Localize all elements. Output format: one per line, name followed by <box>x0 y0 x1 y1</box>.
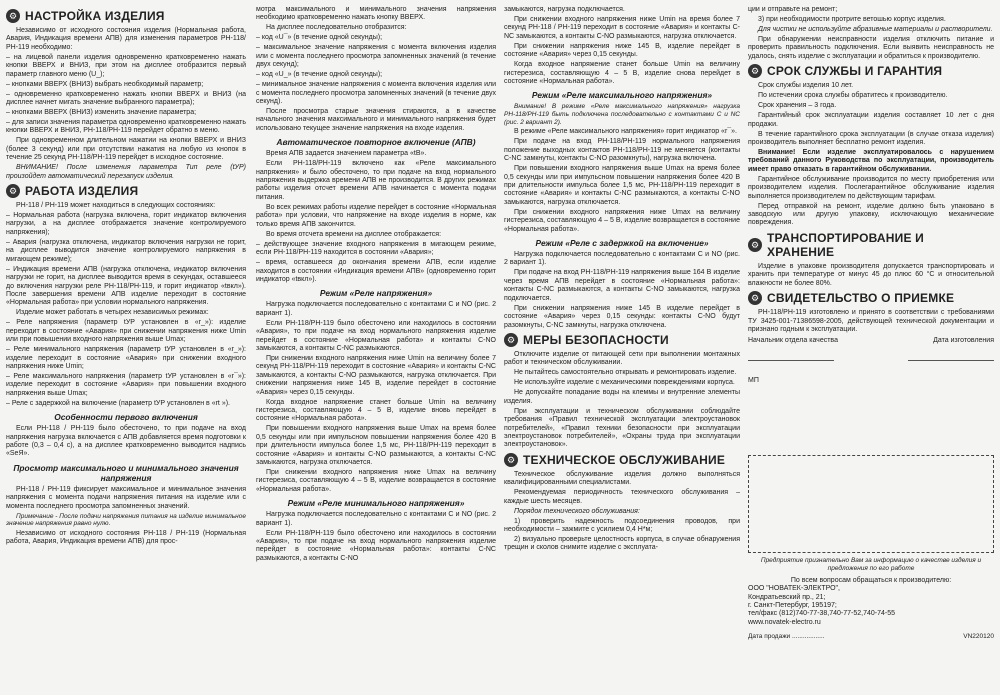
work-para: – Реле с задержкой на включение (параметр tУР установлен в «rt »). <box>6 399 230 407</box>
gear-icon: ⚙ <box>748 291 762 305</box>
life-para: Перед отправкой на ремонт, изделие должно быть упаковано в заводскую или другую упаковку, исключающую механические повреждения. <box>748 202 994 227</box>
setup-para: Независимо от исходного состояния изделия (Нормальная работа, Авария, Индикация времени АПВ) для изменения параметров РН-118/РН-119 необходимо: <box>6 27 246 51</box>
gear-icon: ⚙ <box>504 453 518 467</box>
caption-apv: Автоматическое повторное включение (АПВ) <box>276 137 476 148</box>
gear-icon: ⚙ <box>748 64 762 78</box>
view-cont-para: На дисплее последовательно отобразится: <box>266 24 407 32</box>
work-para: – Авария (нагрузка отключена, индикатор включения нагрузки не горит, на дисплее выводится значение контролируемого напряжения в мигающем режиме); <box>6 238 246 263</box>
section-setup-header <box>6 9 246 23</box>
min-cont-para: Когда входное напряжение станет больше Umin на величину гистерезиса, составляющую 4 – 5 В, изделие снова перейдет в состояние «Нормальная работа». <box>504 61 740 86</box>
caption-first-on: Особенности первого включения <box>54 412 198 423</box>
apv-para: Во время отсчета времени на дисплее отображается: <box>266 230 442 238</box>
max-warning: Внимание! В режиме «Реле максимального напряжения» нагрузка РН-118/РН-119 быть подключена последовательно с контактами С и NC (рис. 2 вариант 2). <box>504 103 740 127</box>
section-safety-title: МЕРЫ БЕЗОПАСНОСТИ <box>523 332 669 347</box>
section-transport-header <box>748 231 994 259</box>
manufacture-date-label: Дата изготовления <box>933 337 994 345</box>
address-line: Кондратьевский пр., 21; <box>748 593 826 601</box>
work-para: – Нормальная работа (нагрузка включена, горит индикатор включения нагрузки, а на дисплее отображается значение контролируемого напряжения); <box>6 212 246 236</box>
view-cont-para: – максимальное значение напряжения с момента включения изделия или с момента последнего просмотра запомненных значений (в течение двух секунд); <box>256 44 496 69</box>
setup-para: При одновременном длительном нажатии на кнопки ВВЕРХ и ВНИЗ (более 3 секунд) или при отсутствии нажатия на любую из кнопок в течение 25 секунд РН-118/РН-119 перейдет в исходное состояние. <box>6 137 246 162</box>
life-warning: Внимание! Если изделие эксплуатировалось с нарушением требований данного Руководства по эксплуатации, производитель имеет право отказать в гарантийном обслуживании. <box>748 149 994 173</box>
setup-para: – для записи значения параметра одновременно кратковременно нажать кнопки ВВЕРХ и ВНИЗ, РН-118/РН-119 перейдет обратно в меню. <box>6 119 246 135</box>
section-cert-title: СВИДЕТЕЛЬСТВО О ПРИЕМКЕ <box>767 291 955 306</box>
section-work-header <box>6 184 246 198</box>
gear-icon: ⚙ <box>6 184 20 198</box>
relay-para: Когда входное напряжение станет больше Umin на величину гистерезиса, составляющую 4 – 5 В, изделие вновь перейдет в состояние «Нормальная работа». <box>256 398 496 423</box>
caption-min: Режим «Реле минимального напряжения» <box>287 498 465 509</box>
setup-para: – одновременно кратковременно нажать кнопки ВВЕРХ и ВНИЗ (на дисплее начнет мигать значение выбранного параметра); <box>6 90 246 107</box>
first-on-para: Если РН-118 / РН-119 было обесточено, то при подаче на вход напряжения нагрузка включается с АПВ добавляется время подготовки к работе (0,3 – 0,4 с), а на дисплее кратковременно выводится надпись «SеЯ». <box>6 425 246 458</box>
work-para: РН-118 / РН-119 может находиться в следующих состояниях: <box>16 202 216 210</box>
work-para: – Реле минимального напряжения (параметр tУР установлен в «r_»): изделие переходит в состояние «Авария» при снижении входного напряжения ниже Umin; <box>6 346 246 370</box>
work-para: – Индикация времени АПВ (нагрузка отключена, индикатор включения нагрузки не горит, на дисплее выводится время в секундах, оставшееся до включения нагрузки реле РН-118/РН-119, и горит индикатор «tвкл»). После завершения времени АПВ изделие переходит в состояние «Нормальная работа» при условии нормального напряжения. <box>6 265 246 307</box>
signature-line <box>748 350 834 361</box>
contact-intro: По всем вопросам обращаться к производителю: <box>790 576 952 584</box>
min-cont-para: При снижении напряжения ниже 145 В, изделие перейдет в состояние «Авария» через 0,15 секунды. <box>504 42 740 59</box>
max-para: В режиме «Реле максимального напряжения» горит индикатор «r¯». <box>514 128 737 136</box>
max-para: При повышении входного напряжения выше Umax на время более 0,5 секунды или при импульсном повышении напряжения более 420 В при длительности импульса более 1,5 мс, РН-118/РН-119 переходит в состояние «Авария» и контакты С-NC размыкаются, а контакты С-NO замыкаются, нагрузка отключается. <box>504 165 740 206</box>
view-note: Примечание - После подачи напряжения питания на изделие минимальное значение напряжения равно нулю. <box>6 512 246 528</box>
relay-para: При повышении входного напряжения выше Umax на время более 0,5 секунды или при импульсном повышении напряжения более 420 В при длительности импульса более 1,5 мс, РН-118/РН-119 переходит в состояние «Авария» и контакты С-NO размыкаются, а контакты С-NC замыкаются, нагрузка отключается. <box>256 425 496 466</box>
max-para: При снижении входного напряжения ниже Umax на величину гистерезиса, составляющую 4 – 5 В, изделие возвращается в состояние «Нормальная работа». <box>504 208 740 233</box>
service-cont-para: Для чистки не используйте абразивные материалы и растворители. <box>758 26 993 33</box>
column-3 <box>504 6 740 691</box>
relay-para: При снижении входного напряжения ниже Umax на величину гистерезиса, составляющую 4 – 5 В, изделие возвращается в состояние «Нормальная работа». <box>256 469 496 493</box>
address-line: г. Санкт-Петербург, 195197; <box>748 601 837 609</box>
address-line: ООО "НОВАТЕК-ЭЛЕКТРО", <box>748 585 840 593</box>
max-para: При подаче на вход РН-118/РН-119 нормального напряжения положение выходных контактов РН-118/РН-119 не меняется (контакты С-NC замкнуты, контакты С-NO разомкнуты), нагрузка включена. <box>504 138 740 163</box>
min-cont-para: При снижении входного напряжения ниже Umin на время более 7 секунд РН-118 / РН-119 переходит в состояние «Авария» и контакты С-NC замыкаются, а контакты С-NO размыкаются, нагрузка отключается. <box>504 16 740 40</box>
sale-date-label: Дата продажи .................. <box>748 633 825 641</box>
quality-head-label: Начальник отдела качества <box>748 337 838 345</box>
footer <box>748 633 994 641</box>
safety-para: Не допускайте попадание воды на клеммы и внутренние элементы изделия. <box>504 389 740 405</box>
gear-icon: ⚙ <box>6 9 20 23</box>
view-cont-para: – минимальное значение напряжения с момента включения изделия или с момента последнего просмотра запомненных значений (в течение двух секунд). <box>256 81 496 106</box>
work-para: – Реле максимального напряжения (параметр tУР установлен в «r¯»): изделие переходит в состояние «Авария» при повышении входного напряжения выше Umax; <box>6 372 246 397</box>
life-para: Срок хранения – 3 года. <box>758 102 837 110</box>
section-work-title: РАБОТА ИЗДЕЛИЯ <box>25 184 139 199</box>
view-para: Независимо от исходного состояния РН-118 / РН-119 (Нормальная работа, Авария, Индикация времени АПВ) для прос- <box>6 529 246 546</box>
relay-para: Если РН-118/РН-119 было обесточено или находилось в состоянии «Авария», то при подаче на вход нормального напряжения изделие перейдет в состояние «Нормальная работа» и контакты С-NO замыкаются, а контакты С-NC размыкаются. <box>256 319 496 352</box>
delay-para: При снижении напряжения ниже 145 В изделие перейдет в состояние «Авария» через 0,15 секунды: контакты С-NO будут разомкнуты, С-NC замкнуты, нагрузка отключена. <box>504 304 740 329</box>
feedback-note: Предприятие признательно Вам за информацию о качестве изделия и предложения по его работе <box>760 557 982 572</box>
service-para: Рекомендуемая периодичность технического обслуживания – каждые шесть месяцев. <box>504 489 740 505</box>
service-cont-para: ции и отправьте на ремонт; <box>748 6 838 13</box>
section-life-header <box>748 64 994 78</box>
website-link[interactable]: www.novatek-electro.ru <box>748 618 821 626</box>
view-cont-para: После просмотра старые значения стираются, а в качестве начального значения максимального и минимального напряжения будет использовано текущее значение напряжения на входе изделия. <box>256 108 496 132</box>
service-cont-para: При обнаружении неисправности изделия отключить питание и проверить правильность подключения. Если выявить неисправность не удалось, снять изделие с эксплуатации и обратиться к производителю. <box>748 36 994 60</box>
life-para: Срок службы изделия 10 лет. <box>758 82 854 90</box>
view-cont-para: – код «U_» (в течение одной секунды); <box>256 71 383 79</box>
section-service-title: ТЕХНИЧЕСКОЕ ОБСЛУЖИВАНИЕ <box>523 452 726 467</box>
date-line <box>908 350 994 361</box>
section-transport-title: ТРАНСПОРТИРОВАНИЕ И ХРАНЕНИЕ <box>767 230 925 259</box>
life-para: По истечении срока службы обратитесь к производителю. <box>758 92 948 100</box>
column-1 <box>6 6 246 691</box>
apv-para: Время АПВ задается значением параметра «tВ». <box>266 150 427 158</box>
work-para: Изделие может работать в четырех независимых режимах: <box>16 309 209 317</box>
safety-para: Отключите изделие от питающей сети при выполнении монтажных работ и техническом обслуживании. <box>504 350 740 367</box>
apv-para: Если РН-118/РН-119 включено как «Реле максимального напряжения» и было обесточено, то при подаче на вход нормального напряжения выдержка времени АПВ не производится. В других режимах работы изделия отсчет времени АПВ начинается с момента подачи питания. <box>256 160 496 201</box>
gear-icon: ⚙ <box>748 238 762 252</box>
service-cont-para: 3) при необходимости протрите ветошью корпус изделия. <box>758 16 946 23</box>
delay-para: При подаче на вход РН-118/РН-119 напряжения выше 164 В изделие через время АПВ перейдет в состояние «Нормальная работа»: контакты С-NC размыкаются, а контакты С-NO замыкаются, нагрузка подключается. <box>504 269 740 302</box>
setup-para: – на лицевой панели изделия одновременно кратковременно нажать кнопки ВВЕРХ и ВНИЗ, при этом на дисплее отобразится первый параметр главного меню (U_); <box>6 53 246 78</box>
caption-relay: Режим «Реле напряжения» <box>319 288 433 299</box>
column-2 <box>256 6 496 691</box>
view-cont-para: мотра максимального и минимального значения напряжения необходимо кратковременно нажать кнопку ВВЕРХ. <box>256 6 496 22</box>
stamp-box <box>748 455 994 553</box>
gear-icon: ⚙ <box>504 333 518 347</box>
apv-para: Во всех режимах работы изделие перейдет в состояние «Нормальная работа» при условии, что напряжение на входе изделия в норме, как только время АПВ закончится. <box>256 203 496 228</box>
relay-para: Нагрузка подключается последовательно с контактами С и NO (рис. 2 вариант 1). <box>256 301 496 317</box>
signature-labels <box>748 337 994 345</box>
delay-para: Нагрузка подключается последовательно с контактами С и NO (рис. 2 вариант 1). <box>504 251 740 267</box>
version-code: VN220120 <box>963 633 994 641</box>
view-para: РН-118 / РН-119 фиксирует максимальное и минимальное значения напряжения с момента подачи напряжения питания на изделие или с момента последнего просмотра запомненных значений. <box>6 485 246 510</box>
service-para: Порядок технического обслуживания: <box>514 507 640 515</box>
section-setup-title: НАСТРОЙКА ИЗДЕЛИЯ <box>25 9 165 23</box>
apv-para: – действующее значение входного напряжения в мигающем режиме, если РН-118/РН-119 находится в состоянии «Авария»; <box>256 240 496 257</box>
service-para: 1) проверить надежность подсоединения проводов, при необходимости – зажмите с усилием 0,4 Н*м; <box>504 517 740 533</box>
caption-max: Режим «Реле максимального напряжения» <box>531 90 713 101</box>
caption-view: Просмотр максимального и минимального значения напряжения <box>13 462 239 483</box>
setup-warning: ВНИМАНИЕ! После изменения параметра Тип реле (tУР) произойдет автоматический перезапуск изделия. <box>6 164 246 180</box>
stamp-label: МП <box>748 376 759 384</box>
section-life-title: СРОК СЛУЖБЫ И ГАРАНТИЯ <box>767 64 943 79</box>
apv-para: – время, оставшееся до окончания времени АПВ, если изделие находится в состоянии «Индикация времени АПВ» (одновременно горит индикатор «tвкл»). <box>256 259 496 283</box>
section-safety-header <box>504 333 740 347</box>
manufacturer-contacts <box>748 577 994 627</box>
life-para: Гарантийный срок эксплуатации изделия составляет 10 лет с дня продажи. <box>748 112 994 128</box>
safety-para: Не используйте изделие с механическими повреждениями корпуса. <box>514 379 735 387</box>
min-cont-para: замыкаются, нагрузка подключается. <box>504 6 625 13</box>
section-cert-header <box>748 291 994 305</box>
safety-para: При эксплуатации и техническом обслуживании соблюдайте требования «Правил технической эксплуатации электроустановок потребителей», «Правил техники безопасности при эксплуатации электроустановок потребителей», «Охраны труда при эксплуатации электроустановок». <box>504 407 740 449</box>
caption-delay: Режим «Реле с задержкой на включение» <box>535 238 709 249</box>
safety-para: Не пытайтесь самостоятельно открывать и ремонтировать изделие. <box>514 369 737 377</box>
relay-para: При снижении входного напряжения ниже Umin на величину более 7 секунд РН-118/РН-119 переходит в состояние «Авария» и контакты С-NC замыкаются, а контакты С-NO размыкаются, нагрузка отключается. При снижении напряжения ниже 145 В, изделие перейдет в состояние «Авария» через 0,15 секунды. <box>256 354 496 396</box>
service-para: 2) визуально проверьте целостность корпуса, в случае обнаружения трещин и сколов снимите изделие с эксплуата- <box>504 535 740 552</box>
view-cont-para: – код «U¯» (в течение одной секунды); <box>256 34 383 42</box>
service-para: Техническое обслуживание изделия должно выполняться квалифицированными специалистами. <box>504 470 740 487</box>
setup-para: – кнопками ВВЕРХ (ВНИЗ) выбрать необходимый параметр; <box>6 80 204 88</box>
min-para: Нагрузка подключается последовательно с контактами С и NO (рис. 2 вариант 1). <box>256 511 496 527</box>
min-para: Если РН-118/РН-119 было обесточено или находилось в состоянии «Авария», то при подаче на вход нормального напряжения изделие перейдет в состояние «Нормальная работа»: контакты С-NC размыкаются, а контакты С-NO <box>256 529 496 562</box>
work-para: – Реле напряжения (параметр tУР установлен в «r_»): изделие переходит в состояние «Авария» при снижении напряжения ниже Umin или при повышении входного напряжения выше Umax; <box>6 319 246 344</box>
signature-lines <box>748 346 994 361</box>
life-para: Гарантийное обслуживание производится по месту приобретения или производителем изделия. Послегарантийное обслуживание изделия выполняется производителем по действующим тарифам. <box>748 175 994 200</box>
address-line: тел/факс (812)740-77-38,740-77-52,740-74-55 <box>748 610 896 618</box>
setup-para: – кнопками ВВЕРХ (ВНИЗ) изменить значение параметра; <box>6 109 197 117</box>
transport-para: Изделие в упаковке производителя допускается транспортировать и хранить при температуре от минус 45 до плюс 60 °С и относительной влажности не более 80%. <box>748 262 994 287</box>
life-para: В течение гарантийного срока эксплуатации (в случае отказа изделия) производитель выполняет бесплатно ремонт изделия. <box>748 130 994 147</box>
section-service-header <box>504 453 740 467</box>
cert-para: РН-118/РН-119 изготовлено и принято в соответствии с требованиями ТУ 3425-001-71386598-2005, действующей технической документации и признано годным к эксплуатации. <box>748 309 994 333</box>
column-4 <box>748 6 994 691</box>
